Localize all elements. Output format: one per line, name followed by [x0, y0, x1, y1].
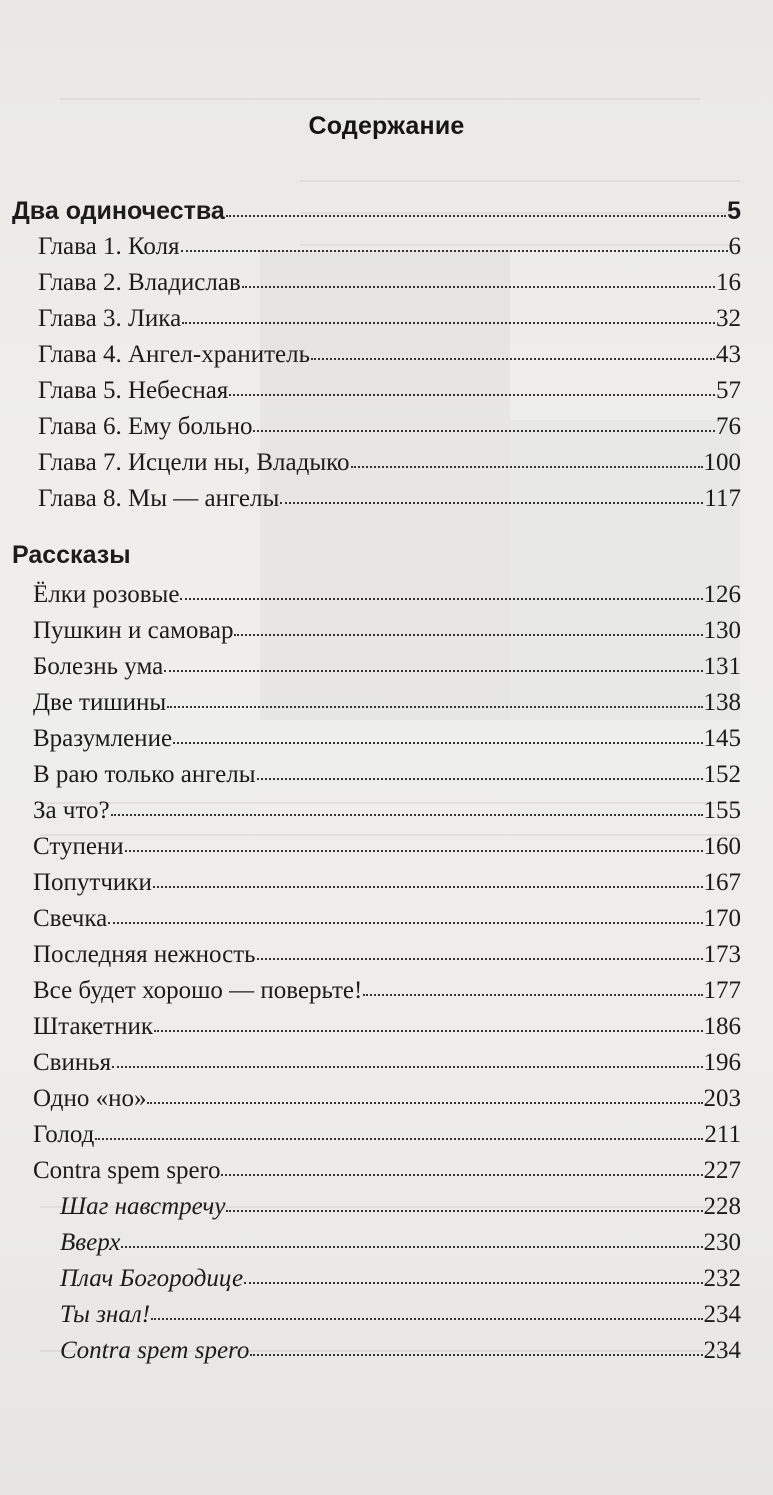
page-number: 57	[716, 377, 741, 404]
page-number: 76	[716, 413, 741, 440]
toc-chapter-entry[interactable]	[38, 445, 741, 481]
page-number: 6	[728, 233, 741, 260]
story-title: Contra spem spero	[33, 1157, 221, 1184]
toc-section-entry[interactable]	[12, 193, 741, 229]
dot-leader	[221, 1158, 702, 1178]
page-number: 138	[703, 689, 741, 716]
toc-chapter-entry[interactable]	[38, 301, 741, 337]
story-title: Голод	[33, 1121, 95, 1148]
dot-leader	[95, 1122, 703, 1142]
dot-leader	[167, 690, 702, 710]
story-title: Свинья	[33, 1049, 112, 1076]
page-number: 117	[704, 485, 741, 512]
page-number: 177	[703, 977, 741, 1004]
dot-leader	[311, 342, 715, 362]
toc-chapter-entry[interactable]	[38, 481, 741, 517]
toc-story-entry[interactable]	[33, 649, 741, 685]
dot-leader	[226, 1194, 702, 1214]
chapter-title: Глава 3. Лика	[38, 305, 182, 332]
page-number: 234	[703, 1337, 741, 1364]
toc-story-entry[interactable]	[33, 973, 741, 1009]
dot-leader	[234, 618, 702, 638]
page-title: Содержание	[308, 112, 465, 140]
page-number: 211	[704, 1121, 741, 1148]
story-title: Вразумление	[33, 725, 173, 752]
dot-leader	[112, 1050, 702, 1070]
story-title: Пушкин и самовар	[33, 617, 234, 644]
page-number: 160	[703, 833, 741, 860]
toc-story-entry[interactable]	[33, 865, 741, 901]
dot-leader	[229, 378, 715, 398]
dot-leader	[363, 978, 702, 998]
toc-story-entry[interactable]	[33, 829, 741, 865]
poem-title: Ты знал!	[60, 1301, 151, 1328]
dot-leader	[257, 762, 703, 782]
page-number: 173	[703, 941, 741, 968]
dot-leader	[250, 1338, 702, 1358]
toc-story-entry[interactable]	[33, 793, 741, 829]
toc-chapter-entry[interactable]	[38, 265, 741, 301]
toc-story-entry[interactable]	[33, 685, 741, 721]
dot-leader	[173, 726, 702, 746]
page-number: 32	[716, 305, 741, 332]
page-number: 234	[703, 1301, 741, 1328]
page-number: 5	[727, 197, 741, 225]
page-number: 230	[703, 1229, 741, 1256]
story-title: Все будет хорошо — поверьте!	[33, 977, 363, 1004]
toc-chapter-entry[interactable]	[38, 373, 741, 409]
chapter-title: Глава 6. Ему больно	[38, 413, 253, 440]
dot-leader	[180, 582, 702, 602]
dot-leader	[147, 1086, 702, 1106]
toc-poem-entry[interactable]	[60, 1297, 741, 1333]
toc-chapter-entry[interactable]	[38, 409, 741, 445]
dot-leader	[111, 798, 703, 818]
toc-story-entry[interactable]	[33, 937, 741, 973]
poem-title: Шаг навстречу	[60, 1193, 226, 1220]
dot-leader	[226, 199, 726, 219]
page-number: 131	[703, 653, 741, 680]
section-title: Два одиночества	[12, 197, 225, 225]
story-title: В раю только ангелы	[33, 761, 256, 788]
story-title: Болезнь ума	[33, 653, 164, 680]
page-number: 167	[703, 869, 741, 896]
dot-leader	[121, 1230, 702, 1250]
toc-story-entry[interactable]	[33, 1009, 741, 1045]
toc-chapter-entry[interactable]	[38, 337, 741, 373]
dot-leader	[181, 234, 728, 254]
story-title: Свечка	[33, 905, 108, 932]
dot-leader	[351, 450, 703, 470]
story-title: Ёлки розовые	[33, 581, 180, 608]
dot-leader	[242, 270, 715, 290]
page-number: 43	[716, 341, 741, 368]
toc-poem-entry[interactable]	[60, 1261, 741, 1297]
chapter-title: Глава 5. Небесная	[38, 377, 229, 404]
page-number: 228	[703, 1193, 741, 1220]
dot-leader	[253, 414, 715, 434]
toc-story-entry[interactable]	[33, 1117, 741, 1153]
dot-leader	[125, 834, 703, 854]
story-title: Ступени	[33, 833, 124, 860]
story-title: Попутчики	[33, 869, 152, 896]
dot-leader	[244, 1266, 702, 1286]
toc-story-entry[interactable]	[33, 901, 741, 937]
poem-title: Плач Богородице	[60, 1265, 244, 1292]
page-number: 170	[703, 905, 741, 932]
story-title: Одно «но»	[33, 1085, 147, 1112]
toc-poem-entry[interactable]	[60, 1333, 741, 1369]
dot-leader	[280, 486, 703, 506]
toc-story-entry[interactable]	[33, 577, 741, 613]
toc-story-entry[interactable]	[33, 1153, 741, 1189]
poem-title: Contra spem spero	[60, 1337, 250, 1364]
toc-story-entry[interactable]	[33, 721, 741, 757]
dot-leader	[182, 306, 715, 326]
page-number: 227	[703, 1157, 741, 1184]
dot-leader	[257, 942, 703, 962]
chapter-title: Глава 2. Владислав	[38, 269, 241, 296]
story-title: Штакетник	[33, 1013, 153, 1040]
toc-poem-entry[interactable]	[60, 1225, 741, 1261]
page-number: 152	[703, 761, 741, 788]
chapter-title: Глава 4. Ангел-хранитель	[38, 341, 310, 368]
page-number: 186	[703, 1013, 741, 1040]
chapter-title: Глава 1. Коля	[38, 233, 180, 260]
page-number: 126	[703, 581, 741, 608]
toc-story-entry[interactable]	[33, 1045, 741, 1081]
dot-leader	[153, 870, 703, 890]
toc-story-entry[interactable]	[33, 613, 741, 649]
toc-poem-entry[interactable]	[60, 1189, 741, 1225]
dot-leader	[164, 654, 702, 674]
dot-leader	[108, 906, 702, 926]
page-number: 145	[703, 725, 741, 752]
page-number: 130	[703, 617, 741, 644]
page-number: 155	[703, 797, 741, 824]
poem-title: Вверх	[60, 1229, 121, 1256]
dot-leader	[151, 1302, 702, 1322]
toc-story-entry[interactable]	[33, 757, 741, 793]
story-title: Две тишины	[33, 689, 167, 716]
chapter-title: Глава 8. Мы — ангелы	[38, 485, 280, 512]
page-number: 203	[703, 1085, 741, 1112]
page-number: 196	[703, 1049, 741, 1076]
chapter-title: Глава 7. Исцели ны, Владыко	[38, 449, 350, 476]
dot-leader	[154, 1014, 703, 1034]
page-number: 232	[703, 1265, 741, 1292]
page-number: 16	[716, 269, 741, 296]
story-title: Последняя нежность	[33, 941, 256, 968]
toc-story-entry[interactable]	[33, 1081, 741, 1117]
page-number: 100	[703, 449, 741, 476]
story-title: За что?	[33, 797, 110, 824]
section-title[interactable]: Рассказы	[12, 541, 131, 569]
toc-chapter-entry[interactable]	[38, 229, 741, 265]
